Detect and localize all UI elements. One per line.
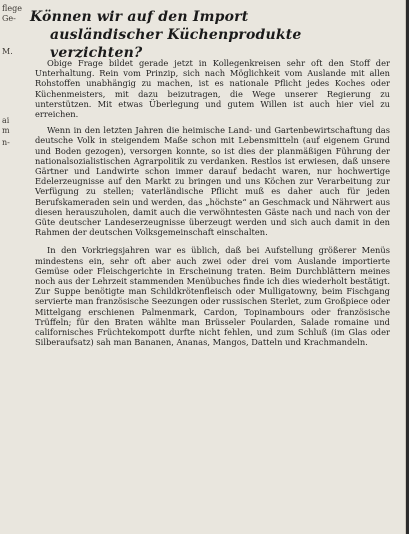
margin-fragment: m bbox=[2, 126, 10, 135]
article-title bbox=[30, 8, 395, 62]
paragraph-2: Wenn in den letzten Jahren die heimische Land- und Gartenbewirtschaftung das deutsche Volk in steigendem Maße schon mit Lebensmitteln (auf eigenem Grund und Boden gezogen), versorgen konnte, so ist dies der planmäßigen Führung der nationalsozialistischen Agrarpolitik zu verdanken. Restlos ist erwiesen, daß unsere Gärtner und Landwirte schon immer darauf bedacht waren, nur hochwertige Edelerzeugnisse auf den Markt zu bringen und uns Köchen zur Verarbeitung zur Verfügung zu stellen; vaterländische Pflicht muß es daher auch für jeden Berufskameraden sein und werden, das „höchste“ an Geschmack und Nährwert aus diesen herauszuholen, damit auch die verwöhntesten Gäste nach und nach von der Güte deutscher Landeserzeugnisse überzeugt werden und sich auch damit in den Rahmen der deutschen Volksgemeinschaft einschalten. bbox=[35, 125, 390, 238]
article-body bbox=[35, 58, 390, 353]
article-title-line-2: ausländischer Küchenprodukte verzichten? bbox=[50, 27, 302, 61]
margin-fragment: flege bbox=[2, 4, 22, 13]
paragraph-1: Obige Frage bildet gerade jetzt in Kollegenkreisen sehr oft den Stoff der Unterhaltung. Rein vom Prinzip, sich nach Möglichkeit vom Auslande mit allen Rohstoffen unabhängig zu machen, ist es nationale Pflicht jedes Koches oder Küchenmeisters, mit dazu beizutragen, die Wege unserer Regierung zu unterstützen. Mit etwas Überlegung und gutem Willen ist auch hier viel zu erreichen. bbox=[35, 58, 390, 120]
margin-fragment: Ge- bbox=[2, 14, 16, 23]
paragraph-3: In den Vorkriegsjahren war es üblich, daß bei Aufstellung größerer Menüs mindestens ein, sehr oft aber auch zwei oder drei vom Auslande importierte Gemüse oder Fleischgerichte in Erscheinung traten. Beim Durchblättern meines noch aus der Lehrzeit stammenden Menübuches finde ich dies wiederholt bestätigt. Zur Suppe benötigte man Schildkrötenfleisch oder Mulligatowny, beim Fischgang servierte man französische Seezungen oder russischen Sterlet, zum Großpiece oder Mittelgang erschienen Palmenmark, Cardon, Topinambours oder französische Trüffeln; für den Braten wählte man Brüsseler Poularden, Salade romaine und californisches Früchtekompott durfte nicht fehlen, und zum Schluß (im Glas oder Silberaufsatz) sah man Bananen, Ananas, Mangos, Datteln und Krachmandeln. bbox=[35, 245, 390, 348]
margin-fragment: M. bbox=[2, 47, 13, 56]
margin-fragment: n- bbox=[2, 138, 10, 147]
article-title-line-1: Können wir auf den Import bbox=[30, 9, 249, 25]
margin-fragment: ai bbox=[2, 116, 10, 125]
